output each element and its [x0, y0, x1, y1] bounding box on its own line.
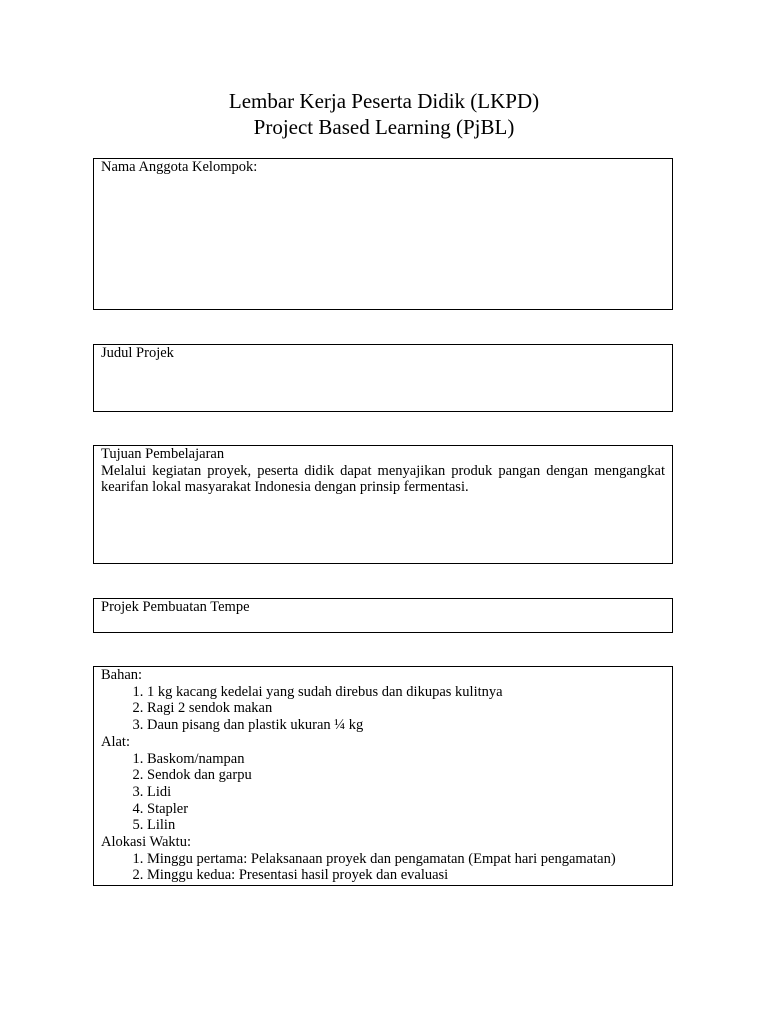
time-allocation-list [101, 851, 665, 884]
members-label: Nama Anggota Kelompok: [101, 159, 258, 175]
materials-label: Bahan: [101, 667, 143, 683]
document-title-line2: Project Based Learning (PjBL) [253, 115, 515, 139]
project-title-label: Judul Projek [101, 345, 174, 361]
learning-goal-box [93, 445, 673, 564]
tools-label: Alat: [101, 733, 130, 750]
list-item: 1. Minggu pertama: Pelaksanaan proyek dan pengamatan (Empat hari pengamatan) [147, 851, 665, 868]
list-item: 3. Daun pisang dan plastik ukuran ¼ kg [147, 717, 665, 734]
list-item: 1. Baskom/nampan [147, 751, 665, 768]
members-box[interactable] [93, 158, 673, 310]
list-item: 2. Minggu kedua: Presentasi hasil proyek dan evaluasi [147, 867, 665, 884]
list-item: 2. Sendok dan garpu [147, 767, 665, 784]
list-item: 4. Stapler [147, 801, 665, 818]
document-title-line1: Lembar Kerja Peserta Didik (LKPD) [228, 89, 540, 113]
time-allocation-label: Alokasi Waktu: [101, 834, 191, 851]
project-name-box [93, 598, 673, 633]
project-title-box[interactable] [93, 344, 673, 412]
materials-list [101, 684, 665, 734]
list-item: 2. Ragi 2 sendok makan [147, 700, 665, 717]
list-item: 1. 1 kg kacang kedelai yang sudah direbus dan dikupas kulitnya [147, 684, 665, 701]
tools-list [101, 751, 665, 835]
learning-goal-text: Melalui kegiatan proyek, peserta didik dapat menyajikan produk pangan dengan mengangkat kearifan lokal masyarakat Indonesia dengan prinsip fermentasi. [101, 462, 665, 496]
list-item: 3. Lidi [147, 784, 665, 801]
project-name-label: Projek Pembuatan Tempe [101, 599, 250, 615]
learning-goal-label: Tujuan Pembelajaran [101, 446, 225, 462]
materials-box [93, 666, 673, 886]
list-item: 5. Lilin [147, 817, 665, 834]
